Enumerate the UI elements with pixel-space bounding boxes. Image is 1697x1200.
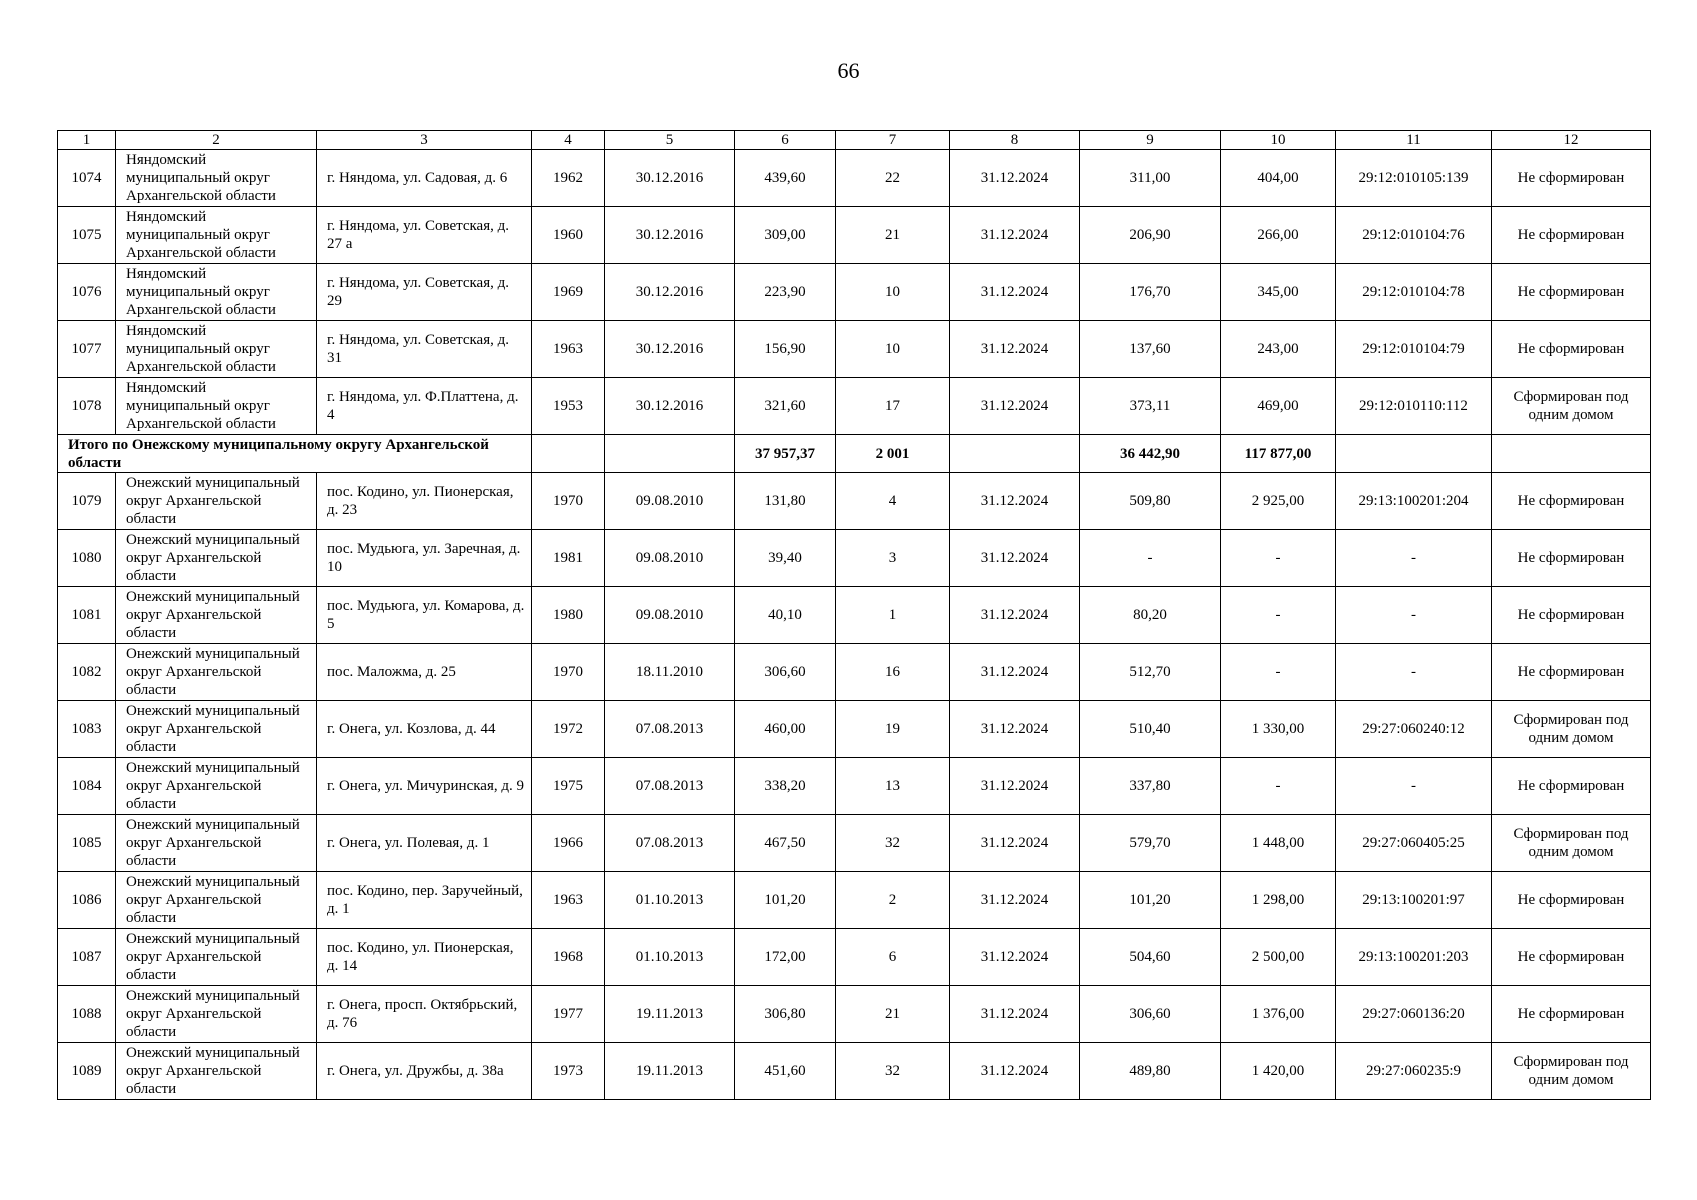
address-cell: г. Няндома, ул. Советская, д. 31 <box>317 321 532 378</box>
area-cell-2: 512,70 <box>1080 644 1221 701</box>
year-built-cell: 1962 <box>532 150 605 207</box>
date-cell: 30.12.2016 <box>605 150 735 207</box>
area-cell: 39,40 <box>735 530 836 587</box>
date-cell: 19.11.2013 <box>605 986 735 1043</box>
area-cell-2: 510,40 <box>1080 701 1221 758</box>
cadastral-number-cell: 29:12:010104:78 <box>1336 264 1492 321</box>
municipality-cell: Няндомский муниципальный округ Архангельской области <box>116 150 317 207</box>
row-number-cell: 1088 <box>58 986 116 1043</box>
area-cell: 451,60 <box>735 1043 836 1100</box>
year-built-cell: 1969 <box>532 264 605 321</box>
table-row <box>58 644 1651 701</box>
year-built-cell: 1980 <box>532 587 605 644</box>
area-cell: 223,90 <box>735 264 836 321</box>
row-number-cell: 1087 <box>58 929 116 986</box>
table-row <box>58 150 1651 207</box>
residents-cell: 3 <box>836 530 950 587</box>
year-built-cell: 1960 <box>532 207 605 264</box>
row-number-cell: 1076 <box>58 264 116 321</box>
column-number: 12 <box>1492 131 1651 150</box>
housing-register-table <box>57 130 1651 1100</box>
cadastral-number-cell: - <box>1336 644 1492 701</box>
date-cell: 18.11.2010 <box>605 644 735 701</box>
year-built-cell: 1968 <box>532 929 605 986</box>
address-cell: г. Онега, ул. Козлова, д. 44 <box>317 701 532 758</box>
cadastral-number-cell: 29:12:010105:139 <box>1336 150 1492 207</box>
cadastral-number-cell: 29:27:060235:9 <box>1336 1043 1492 1100</box>
residents-cell: 4 <box>836 473 950 530</box>
area-cell: 101,20 <box>735 872 836 929</box>
cadastral-number-cell: - <box>1336 587 1492 644</box>
municipality-cell: Онежский муниципальный округ Архангельской области <box>116 1043 317 1100</box>
deadline-cell: 31.12.2024 <box>950 378 1080 435</box>
row-number-cell: 1080 <box>58 530 116 587</box>
row-number-cell: 1078 <box>58 378 116 435</box>
address-cell: г. Няндома, ул. Ф.Платтена, д. 4 <box>317 378 532 435</box>
cadastral-number-cell: 29:12:010104:76 <box>1336 207 1492 264</box>
area-cell-2: 509,80 <box>1080 473 1221 530</box>
area-cell: 131,80 <box>735 473 836 530</box>
residents-cell: 13 <box>836 758 950 815</box>
land-area-cell: 1 298,00 <box>1221 872 1336 929</box>
year-built-cell: 1970 <box>532 644 605 701</box>
column-number: 1 <box>58 131 116 150</box>
address-cell: пос. Кодино, ул. Пионерская, д. 23 <box>317 473 532 530</box>
municipality-cell: Онежский муниципальный округ Архангельской области <box>116 587 317 644</box>
deadline-cell: 31.12.2024 <box>950 530 1080 587</box>
column-number: 5 <box>605 131 735 150</box>
residents-cell: 16 <box>836 644 950 701</box>
land-status-cell: Не сформирован <box>1492 644 1651 701</box>
deadline-cell: 31.12.2024 <box>950 1043 1080 1100</box>
deadline-cell: 31.12.2024 <box>950 587 1080 644</box>
address-cell: г. Няндома, ул. Советская, д. 29 <box>317 264 532 321</box>
residents-cell: 6 <box>836 929 950 986</box>
residents-cell: 22 <box>836 150 950 207</box>
land-area-cell: 1 330,00 <box>1221 701 1336 758</box>
area-cell-2: 306,60 <box>1080 986 1221 1043</box>
date-cell: 07.08.2013 <box>605 815 735 872</box>
deadline-cell: 31.12.2024 <box>950 321 1080 378</box>
municipality-cell: Няндомский муниципальный округ Архангельской области <box>116 378 317 435</box>
cadastral-number-cell: 29:13:100201:203 <box>1336 929 1492 986</box>
table-row <box>58 587 1651 644</box>
land-area-cell: 243,00 <box>1221 321 1336 378</box>
year-built-cell: 1975 <box>532 758 605 815</box>
area-cell-2: 101,20 <box>1080 872 1221 929</box>
column-number: 2 <box>116 131 317 150</box>
municipality-cell: Онежский муниципальный округ Архангельской области <box>116 473 317 530</box>
cadastral-number-cell: - <box>1336 758 1492 815</box>
table-row <box>58 378 1651 435</box>
cadastral-number-cell: 29:13:100201:97 <box>1336 872 1492 929</box>
address-cell: г. Няндома, ул. Советская, д. 27 а <box>317 207 532 264</box>
land-area-cell: - <box>1221 644 1336 701</box>
area-cell-2: 337,80 <box>1080 758 1221 815</box>
deadline-cell: 31.12.2024 <box>950 758 1080 815</box>
row-number-cell: 1084 <box>58 758 116 815</box>
residents-cell: 10 <box>836 264 950 321</box>
address-cell: пос. Мудьюга, ул. Заречная, д. 10 <box>317 530 532 587</box>
area-cell: 172,00 <box>735 929 836 986</box>
deadline-cell: 31.12.2024 <box>950 872 1080 929</box>
column-number: 6 <box>735 131 836 150</box>
land-area-cell: 266,00 <box>1221 207 1336 264</box>
land-area-cell: - <box>1221 530 1336 587</box>
cadastral-number-cell: 29:12:010110:112 <box>1336 378 1492 435</box>
residents-cell: 21 <box>836 986 950 1043</box>
date-cell: 07.08.2013 <box>605 758 735 815</box>
year-built-cell: 1977 <box>532 986 605 1043</box>
row-number-cell: 1075 <box>58 207 116 264</box>
municipality-cell: Онежский муниципальный округ Архангельской области <box>116 530 317 587</box>
address-cell: пос. Маложма, д. 25 <box>317 644 532 701</box>
table-row <box>58 929 1651 986</box>
column-number: 7 <box>836 131 950 150</box>
land-status-cell: Не сформирован <box>1492 587 1651 644</box>
date-cell: 07.08.2013 <box>605 701 735 758</box>
area-cell: 338,20 <box>735 758 836 815</box>
row-number-cell: 1077 <box>58 321 116 378</box>
residents-cell: 1 <box>836 587 950 644</box>
land-area-cell: - <box>1221 587 1336 644</box>
deadline-cell: 31.12.2024 <box>950 644 1080 701</box>
land-status-cell: Не сформирован <box>1492 530 1651 587</box>
table-row <box>58 473 1651 530</box>
area-cell-2: 80,20 <box>1080 587 1221 644</box>
year-built-cell: 1981 <box>532 530 605 587</box>
municipality-cell: Онежский муниципальный округ Архангельской области <box>116 644 317 701</box>
area-cell: 460,00 <box>735 701 836 758</box>
total-label: Итого по Онежскому муниципальному округу Архангельской области <box>58 435 532 473</box>
land-area-cell: 1 448,00 <box>1221 815 1336 872</box>
municipality-cell: Онежский муниципальный округ Архангельской области <box>116 815 317 872</box>
land-area-cell: 2 500,00 <box>1221 929 1336 986</box>
land-status-cell: Не сформирован <box>1492 207 1651 264</box>
area-cell: 309,00 <box>735 207 836 264</box>
row-number-cell: 1083 <box>58 701 116 758</box>
land-area-cell: 1 376,00 <box>1221 986 1336 1043</box>
land-area-cell: - <box>1221 758 1336 815</box>
date-cell: 09.08.2010 <box>605 587 735 644</box>
land-status-cell: Сформирован под одним домом <box>1492 1043 1651 1100</box>
municipality-cell: Онежский муниципальный округ Архангельской области <box>116 872 317 929</box>
land-status-cell: Не сформирован <box>1492 986 1651 1043</box>
table-row <box>58 264 1651 321</box>
municipality-cell: Онежский муниципальный округ Архангельской области <box>116 758 317 815</box>
cadastral-number-cell: 29:27:060405:25 <box>1336 815 1492 872</box>
land-status-cell: Сформирован под одним домом <box>1492 378 1651 435</box>
row-number-cell: 1074 <box>58 150 116 207</box>
address-cell: г. Онега, просп. Октябрьский, д. 76 <box>317 986 532 1043</box>
deadline-cell: 31.12.2024 <box>950 207 1080 264</box>
land-status-cell: Не сформирован <box>1492 929 1651 986</box>
table-row <box>58 207 1651 264</box>
deadline-cell: 31.12.2024 <box>950 150 1080 207</box>
deadline-cell: 31.12.2024 <box>950 701 1080 758</box>
total-area-cell: 37 957,37 <box>735 435 836 473</box>
column-number: 3 <box>317 131 532 150</box>
land-status-cell: Не сформирован <box>1492 758 1651 815</box>
area-cell-2: 311,00 <box>1080 150 1221 207</box>
deadline-cell: 31.12.2024 <box>950 815 1080 872</box>
area-cell: 306,60 <box>735 644 836 701</box>
area-cell-2: 489,80 <box>1080 1043 1221 1100</box>
table-row <box>58 701 1651 758</box>
residents-cell: 10 <box>836 321 950 378</box>
row-number-cell: 1085 <box>58 815 116 872</box>
address-cell: г. Онега, ул. Дружбы, д. 38а <box>317 1043 532 1100</box>
address-cell: г. Онега, ул. Полевая, д. 1 <box>317 815 532 872</box>
row-number-cell: 1079 <box>58 473 116 530</box>
table-row <box>58 815 1651 872</box>
residents-cell: 19 <box>836 701 950 758</box>
year-built-cell: 1970 <box>532 473 605 530</box>
row-number-cell: 1089 <box>58 1043 116 1100</box>
residents-cell: 17 <box>836 378 950 435</box>
land-area-cell: 404,00 <box>1221 150 1336 207</box>
row-number-cell: 1081 <box>58 587 116 644</box>
column-number-row <box>58 131 1651 150</box>
land-status-cell: Не сформирован <box>1492 150 1651 207</box>
table-body <box>58 131 1651 1100</box>
address-cell: пос. Мудьюга, ул. Комарова, д. 5 <box>317 587 532 644</box>
area-cell: 306,80 <box>735 986 836 1043</box>
land-status-cell: Не сформирован <box>1492 872 1651 929</box>
area-cell-2: 176,70 <box>1080 264 1221 321</box>
area-cell: 467,50 <box>735 815 836 872</box>
table-row <box>58 872 1651 929</box>
date-cell: 30.12.2016 <box>605 264 735 321</box>
page-number: 66 <box>837 58 860 83</box>
area-cell-2: 504,60 <box>1080 929 1221 986</box>
cadastral-number-cell: 29:27:060136:20 <box>1336 986 1492 1043</box>
date-cell: 30.12.2016 <box>605 378 735 435</box>
table-row <box>58 758 1651 815</box>
area-cell-2: 373,11 <box>1080 378 1221 435</box>
date-cell: 01.10.2013 <box>605 872 735 929</box>
address-cell: г. Онега, ул. Мичуринская, д. 9 <box>317 758 532 815</box>
area-cell: 40,10 <box>735 587 836 644</box>
column-number: 9 <box>1080 131 1221 150</box>
table-row <box>58 1043 1651 1100</box>
total-row <box>58 435 1651 473</box>
land-status-cell: Не сформирован <box>1492 473 1651 530</box>
residents-cell: 2 <box>836 872 950 929</box>
land-area-cell: 469,00 <box>1221 378 1336 435</box>
municipality-cell: Онежский муниципальный округ Архангельской области <box>116 701 317 758</box>
date-cell: 30.12.2016 <box>605 321 735 378</box>
residents-cell: 21 <box>836 207 950 264</box>
residents-cell: 32 <box>836 1043 950 1100</box>
year-built-cell: 1973 <box>532 1043 605 1100</box>
deadline-cell: 31.12.2024 <box>950 929 1080 986</box>
table-row <box>58 986 1651 1043</box>
total-land-area-cell: 117 877,00 <box>1221 435 1336 473</box>
municipality-cell: Няндомский муниципальный округ Архангельской области <box>116 207 317 264</box>
address-cell: г. Няндома, ул. Садовая, д. 6 <box>317 150 532 207</box>
year-built-cell: 1963 <box>532 872 605 929</box>
empty-cell <box>605 435 735 473</box>
area-cell-2: 137,60 <box>1080 321 1221 378</box>
land-area-cell: 1 420,00 <box>1221 1043 1336 1100</box>
empty-cell <box>950 435 1080 473</box>
table-row <box>58 321 1651 378</box>
year-built-cell: 1966 <box>532 815 605 872</box>
address-cell: пос. Кодино, пер. Заручейный, д. 1 <box>317 872 532 929</box>
land-status-cell: Не сформирован <box>1492 264 1651 321</box>
area-cell-2: - <box>1080 530 1221 587</box>
column-number: 10 <box>1221 131 1336 150</box>
deadline-cell: 31.12.2024 <box>950 264 1080 321</box>
area-cell: 439,60 <box>735 150 836 207</box>
cadastral-number-cell: 29:12:010104:79 <box>1336 321 1492 378</box>
address-cell: пос. Кодино, ул. Пионерская, д. 14 <box>317 929 532 986</box>
municipality-cell: Онежский муниципальный округ Архангельской области <box>116 986 317 1043</box>
area-cell-2: 579,70 <box>1080 815 1221 872</box>
date-cell: 09.08.2010 <box>605 473 735 530</box>
date-cell: 01.10.2013 <box>605 929 735 986</box>
column-number: 8 <box>950 131 1080 150</box>
total-residents-cell: 2 001 <box>836 435 950 473</box>
area-cell-2: 206,90 <box>1080 207 1221 264</box>
year-built-cell: 1953 <box>532 378 605 435</box>
area-cell: 156,90 <box>735 321 836 378</box>
empty-cell <box>1336 435 1492 473</box>
area-cell: 321,60 <box>735 378 836 435</box>
land-area-cell: 345,00 <box>1221 264 1336 321</box>
cadastral-number-cell: - <box>1336 530 1492 587</box>
date-cell: 19.11.2013 <box>605 1043 735 1100</box>
column-number: 11 <box>1336 131 1492 150</box>
municipality-cell: Няндомский муниципальный округ Архангельской области <box>116 321 317 378</box>
year-built-cell: 1972 <box>532 701 605 758</box>
land-area-cell: 2 925,00 <box>1221 473 1336 530</box>
land-status-cell: Не сформирован <box>1492 321 1651 378</box>
date-cell: 09.08.2010 <box>605 530 735 587</box>
cadastral-number-cell: 29:13:100201:204 <box>1336 473 1492 530</box>
date-cell: 30.12.2016 <box>605 207 735 264</box>
empty-cell <box>532 435 605 473</box>
table-row <box>58 530 1651 587</box>
land-status-cell: Сформирован под одним домом <box>1492 815 1651 872</box>
year-built-cell: 1963 <box>532 321 605 378</box>
total-area-2-cell: 36 442,90 <box>1080 435 1221 473</box>
deadline-cell: 31.12.2024 <box>950 473 1080 530</box>
empty-cell <box>1492 435 1651 473</box>
land-status-cell: Сформирован под одним домом <box>1492 701 1651 758</box>
row-number-cell: 1086 <box>58 872 116 929</box>
cadastral-number-cell: 29:27:060240:12 <box>1336 701 1492 758</box>
municipality-cell: Няндомский муниципальный округ Архангельской области <box>116 264 317 321</box>
residents-cell: 32 <box>836 815 950 872</box>
municipality-cell: Онежский муниципальный округ Архангельской области <box>116 929 317 986</box>
column-number: 4 <box>532 131 605 150</box>
deadline-cell: 31.12.2024 <box>950 986 1080 1043</box>
row-number-cell: 1082 <box>58 644 116 701</box>
